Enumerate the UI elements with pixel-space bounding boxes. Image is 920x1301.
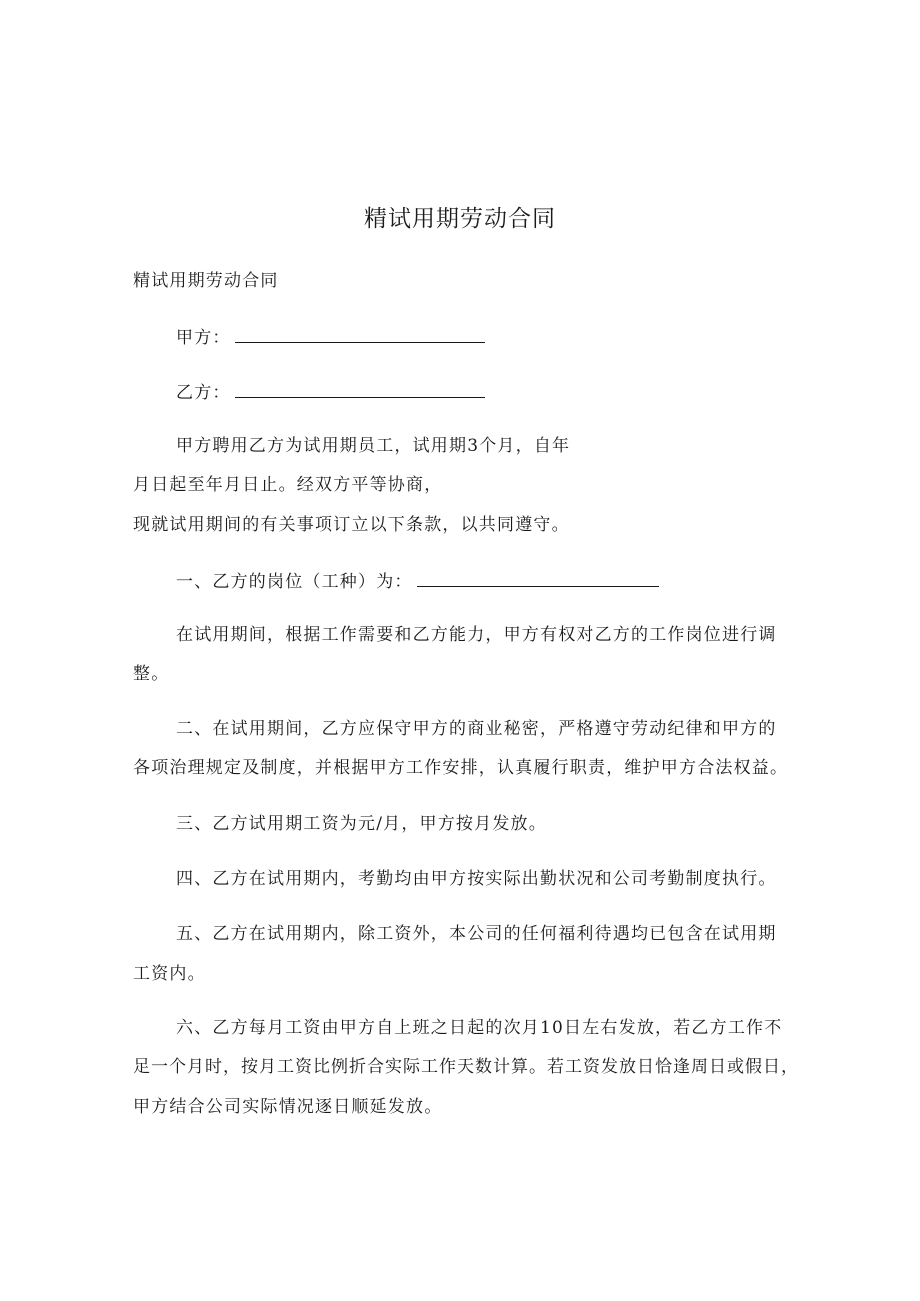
clause-4-line: 四、乙方在试用期内，考勤均由甲方按实际出勤状况和公司考勤制度执行。 [176,869,777,889]
party-a-blank [235,324,485,343]
intro-line-2: 月日起至年月日止。经双方平等协商， [133,475,443,495]
document-title: 精试用期劳动合同 [364,206,556,232]
intro-line-1: 甲方聘用乙方为试用期员工，试用期3个月，自年 [176,436,571,456]
clause-2-line-2: 各项治理规定及制度，并根据甲方工作安排，认真履行职责，维护甲方合法权益。 [133,758,789,778]
party-b-label: 乙方： [176,383,231,403]
document-subtitle: 精试用期劳动合同 [133,271,279,291]
clause-5-line-2: 工资内。 [133,964,206,984]
clause-1-blank [417,568,659,587]
clause-1-label: 一、乙方的岗位（工种）为： [176,572,413,592]
clause-5-line-1: 五、乙方在试用期内，除工资外，本公司的任何福利待遇均已包含在试用期 [176,924,777,944]
clause-6-line-3: 甲方结合公司实际情况逐日顺延发放。 [133,1097,443,1117]
clause-1-line [176,568,659,594]
clause-1-detail-line-2: 整。 [133,664,170,684]
intro-line-3: 现就试用期间的有关事项订立以下条款，以共同遵守。 [133,515,570,535]
clause-2-line-1: 二、在试用期间，乙方应保守甲方的商业秘密，严格遵守劳动纪律和甲方的 [176,719,777,739]
clause-1-detail-line-1: 在试用期间，根据工作需要和乙方能力，甲方有权对乙方的工作岗位进行调 [176,625,777,645]
party-b-line [176,379,485,405]
clause-6-line-1: 六、乙方每月工资由甲方自上班之日起的次月10日左右发放，若乙方工作不 [176,1018,783,1038]
party-a-label: 甲方： [176,328,231,348]
clause-6-line-2: 足一个月时，按月工资比例折合实际工作天数计算。若工资发放日恰逢周日或假日， [133,1057,799,1077]
party-a-line [176,324,485,350]
party-b-blank [235,379,485,398]
clause-3-line: 三、乙方试用期工资为元/月，甲方按月发放。 [176,814,547,834]
